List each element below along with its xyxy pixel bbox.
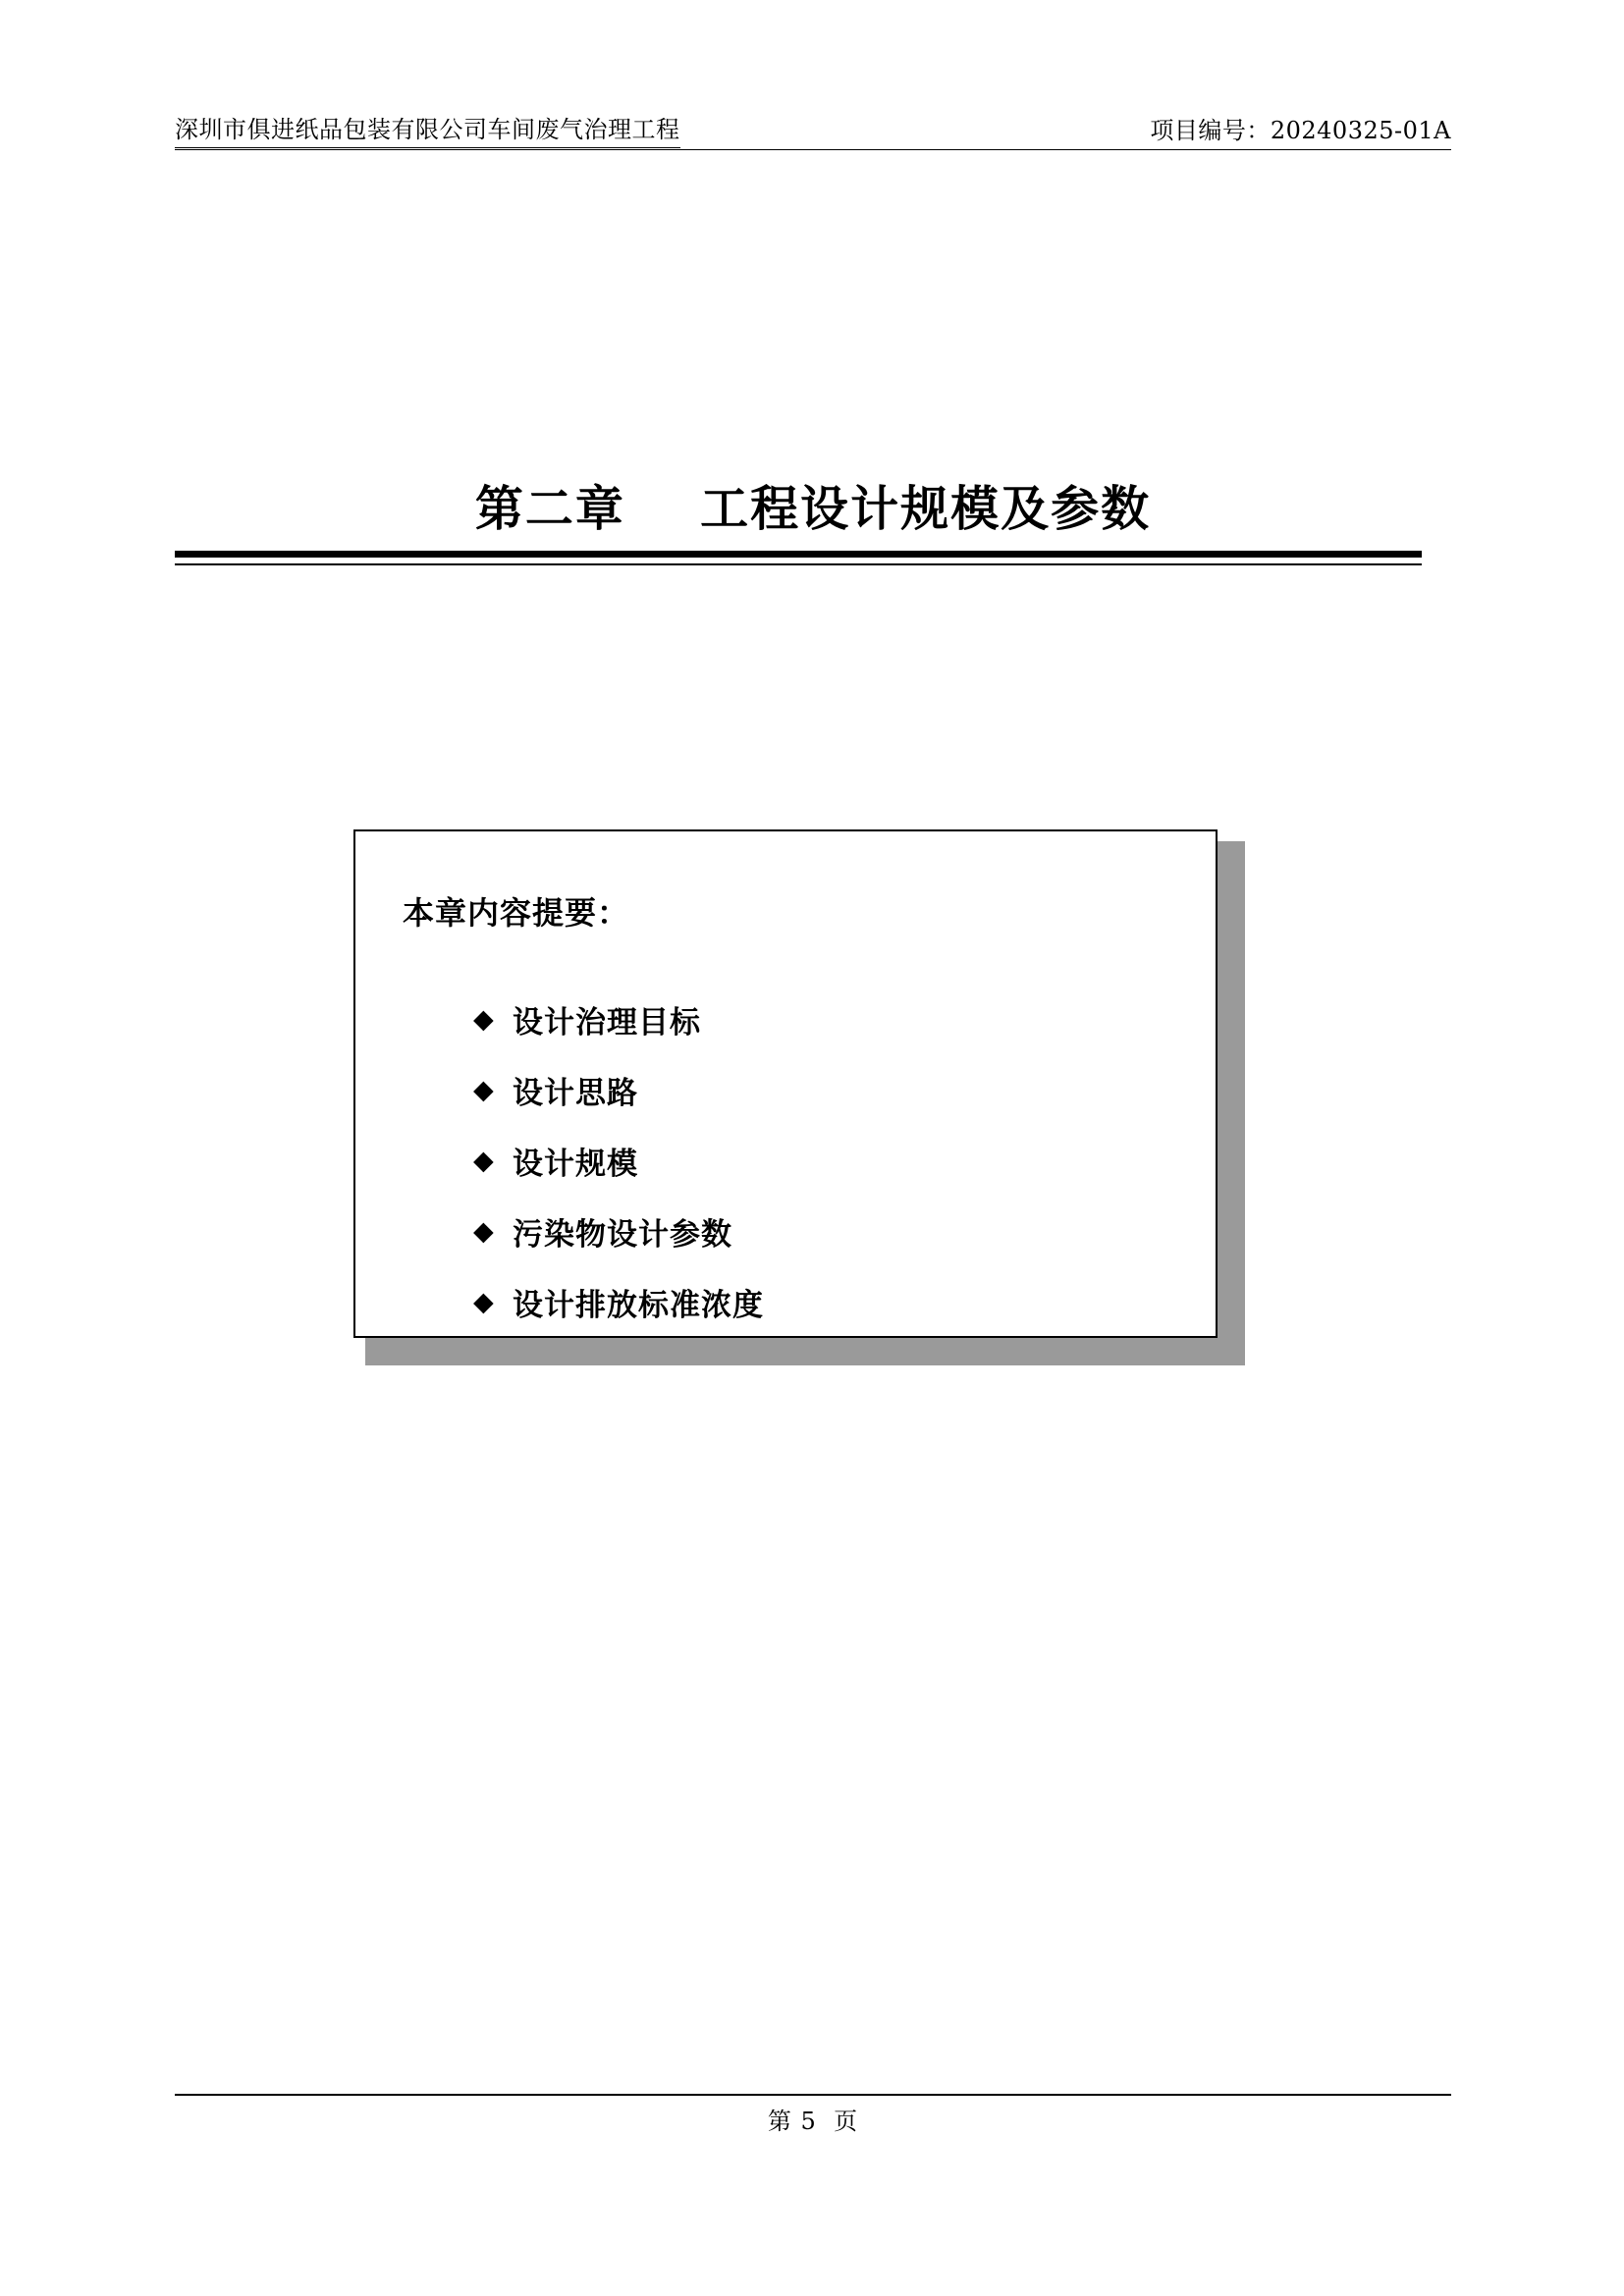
page-header — [175, 110, 1451, 148]
footer-divider — [175, 2094, 1451, 2096]
diamond-bullet-icon: ◆ — [473, 1074, 495, 1105]
list-item — [473, 1266, 1161, 1337]
summary-bullet-list — [473, 984, 1161, 1337]
diamond-bullet-icon: ◆ — [473, 1286, 495, 1317]
list-item-label: 设计治理目标 — [513, 1004, 701, 1041]
list-item-label: 设计规模 — [513, 1146, 638, 1182]
list-item — [473, 984, 1161, 1054]
header-project-number: 项目编号：20240325-01A — [1150, 117, 1451, 144]
list-item-label: 设计排放标准浓度 — [513, 1287, 764, 1323]
diamond-bullet-icon: ◆ — [473, 1215, 495, 1247]
header-project-name: 深圳市俱进纸品包装有限公司车间废气治理工程 — [175, 110, 680, 148]
list-item-label: 污染物设计参数 — [513, 1216, 732, 1253]
page-number: 第 5 页 — [767, 2108, 859, 2135]
list-item-label: 设计思路 — [513, 1075, 638, 1111]
title-divider-thick — [175, 551, 1422, 558]
page-title: 第二章 工程设计规模及参数 — [474, 480, 1152, 537]
chapter-summary-box — [353, 829, 1218, 1338]
title-divider-thin — [175, 563, 1422, 565]
header-divider — [175, 149, 1451, 150]
list-item — [473, 1196, 1161, 1266]
list-item — [473, 1125, 1161, 1196]
list-item — [473, 1054, 1161, 1125]
diamond-bullet-icon: ◆ — [473, 1145, 495, 1176]
summary-heading: 本章内容提要： — [403, 894, 630, 932]
diamond-bullet-icon: ◆ — [473, 1003, 495, 1035]
